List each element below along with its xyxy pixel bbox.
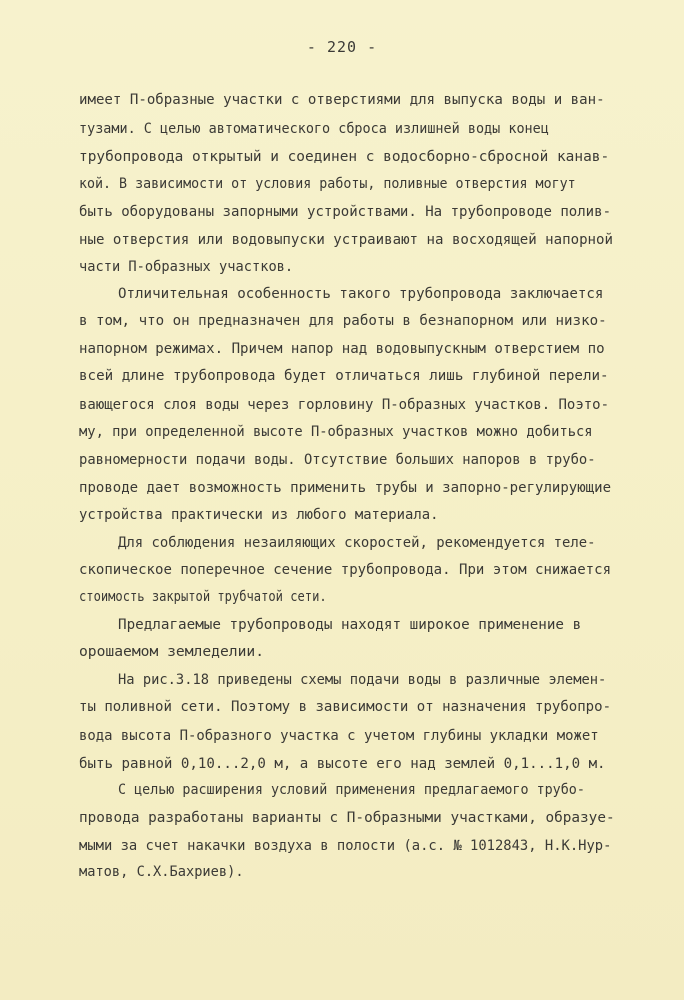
text-line: всей длине трубопровода будет отличаться лишь глубиной перели- <box>79 368 609 384</box>
text-line: С целью расширения условий применения предлагаемого трубо- <box>118 782 585 798</box>
text-line: в том, что он предназначен для работы в безнапорном или низко- <box>79 313 607 329</box>
text-line: быть оборудованы запорными устройствами. На трубопроводе полив- <box>79 204 612 220</box>
text-line: проводе дает возможность применить трубы и запорно-регулирующие <box>79 480 612 496</box>
text-line: скопическое поперечное сечение трубопровода. При этом снижается <box>79 562 612 578</box>
text-line: провода разработаны варианты с П-образными участками, образуе- <box>79 810 615 826</box>
text-line: му, при определенной высоте П-образных участков можно добиться <box>79 424 593 440</box>
text-line: быть равной 0,10...2,0 м, а высоте его над землей 0,1...1,0 м. <box>79 756 606 772</box>
text-line: ные отверстия или водовыпуски устраивают на восходящей напорной <box>79 232 613 248</box>
text-line: мыми за счет накачки воздуха в полости (а.с. № 1012843, Н.К.Нур- <box>79 838 612 854</box>
text-line: трубопровода открытый и соединен с водосборно-сбросной канав- <box>79 149 610 165</box>
text-line: равномерности подачи воды. Отсутствие больших напоров в трубо- <box>79 452 596 468</box>
text-line: кой. В зависимости от условия работы, поливные отверстия могут <box>79 176 576 192</box>
text-line: орошаемом земледелии. <box>79 644 265 660</box>
text-line: тузами. С целью автоматического сброса излишней воды конец <box>79 121 549 137</box>
text-line: Для соблюдения незаиляющих скоростей, рекомендуется теле- <box>118 535 596 551</box>
text-line: напорном режимах. Причем напор над водовыпускным отверстием по <box>79 341 605 357</box>
text-line: имеет П-образные участки с отверстиями для выпуска воды и ван- <box>79 92 605 108</box>
page-number: - 220 - <box>306 38 378 56</box>
text-line: Предлагаемые трубопроводы находят широкое применение в <box>118 617 582 633</box>
text-line: части П-образных участков. <box>79 259 294 275</box>
text-line: На рис.3.18 приведены схемы подачи воды в различные элемен- <box>118 672 607 688</box>
text-line: вающегося слоя воды через горловину П-образных участков. Поэто- <box>79 397 610 413</box>
text-line: Отличительная особенность такого трубопровода заключается <box>118 286 604 302</box>
text-line: ты поливной сети. Поэтому в зависимости от назначения трубопро- <box>79 699 612 715</box>
text-line: вода высота П-образного участка с учетом глубины укладки может <box>79 728 599 744</box>
text-line: стоимость закрытой трубчатой сети. <box>79 589 327 605</box>
text-line: устройства практически из любого материала. <box>79 507 439 523</box>
text-line: матов, С.Х.Бахриев). <box>79 864 244 880</box>
